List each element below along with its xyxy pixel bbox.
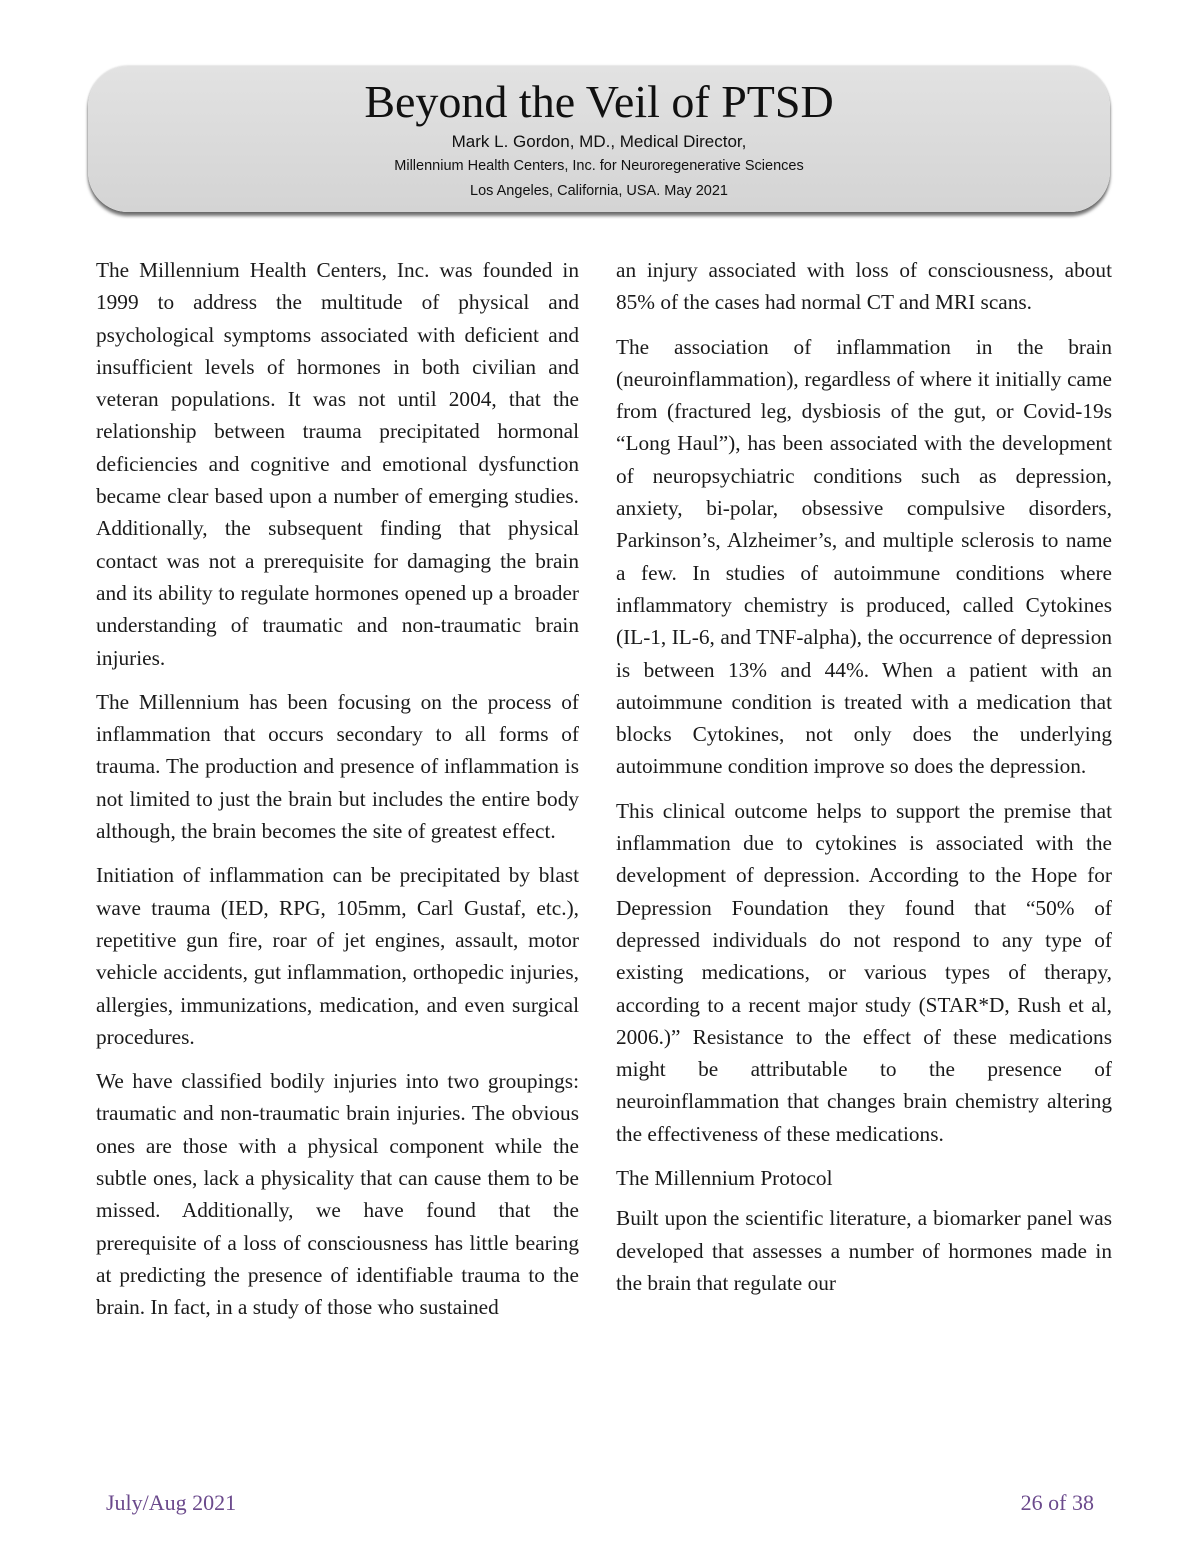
paragraph: The Millennium Health Centers, Inc. was founded in 1999 to address the multitude of physical and psychological symptoms associated with deficient and insufficient levels of hormones in both civilian and veteran populations. It was not until 2004, that the relationship between trauma precipitated hormonal deficiencies and cognitive and emotional dysfunction became clear based upon a number of emerging studies. Additionally, the subsequent finding that physical contact was not a prerequisite for damaging the brain and its ability to regulate hormones opened up a broader understanding of traumatic and non-traumatic brain injuries. [96, 258, 579, 670]
paragraph: an injury associated with loss of consciousness, about 85% of the cases had normal CT and MRI scans. [616, 258, 1112, 315]
paragraph: This clinical outcome helps to support the premise that inflammation due to cytokines is associated with the development of depression. According to the Hope for Depression Foundation they found that “50% of depressed individuals do not respond to any type of existing medications, or various types of therapy, according to a recent major study (STAR*D, Rush et al, 2006.)” Resistance to the effect of these medications might be attributable to the presence of neuroinflammation that changes brain chemistry altering the effectiveness of these medications. [616, 798, 1112, 1146]
organization-line: Millennium Health Centers, Inc. for Neuroregenerative Sciences [394, 158, 804, 174]
paragraph: The Millennium has been focusing on the process of inflammation that occurs secondary to all forms of trauma. The production and presence of inflammation is not limited to just the brain but includes the entire body although, the brain becomes the site of greatest effect. [96, 689, 579, 844]
paragraph: The association of inflammation in the brain (neuroinflammation), regardless of where it initially came from (fractured leg, dysbiosis of the gut, or Covid-19s “Long Haul”), has been associated with the development of neuropsychiatric conditions such as depression, anxiety, bi-polar, obsessive compulsive disorders, Parkinson’s, Alzheimer’s, and multiple sclerosis to name a few. In studies of autoimmune conditions where inflammatory chemistry is produced, called Cytokines (IL-1, IL-6, and TNF-alpha), the occurrence of depression is between 13% and 44%. When a patient with an autoimmune condition is treated with a medication that blocks Cytokines, not only does the underlying autoimmune condition improve so does the depression. [616, 334, 1112, 779]
footer-page-number: 26 of 38 [1020, 1490, 1094, 1515]
author-line: Mark L. Gordon, MD., Medical Director, [451, 132, 747, 151]
footer-issue: July/Aug 2021 [106, 1490, 237, 1515]
left-column [96, 254, 579, 1336]
location-date-line: Los Angeles, California, USA. May 2021 [470, 183, 728, 199]
section-subheading: The Millennium Protocol [616, 1166, 833, 1191]
right-column [616, 254, 1112, 1311]
article-title: Beyond the Veil of PTSD [364, 76, 834, 127]
paragraph: Initiation of inflammation can be precipitated by blast wave trauma (IED, RPG, 105mm, Carl Gustaf, etc.), repetitive gun fire, roar of jet engines, assault, motor vehicle accidents, gut inflammation, orthopedic injuries, allergies, immunizations, medication, and even surgical procedures. [96, 863, 579, 1049]
article-header [88, 66, 1110, 212]
paragraph: Built upon the scientific literature, a biomarker panel was developed that assesses a number of hormones made in the brain that regulate our [616, 1206, 1112, 1295]
paragraph: We have classified bodily injuries into two groupings: traumatic and non-traumatic brain injuries. The obvious ones are those with a physical component while the subtle ones, lack a physicality that can cause them to be missed. Additionally, we have found that the prerequisite of a loss of consciousness has little bearing at predicting the presence of identifiable trauma to the brain. In fact, in a study of those who sustained [96, 1069, 579, 1320]
